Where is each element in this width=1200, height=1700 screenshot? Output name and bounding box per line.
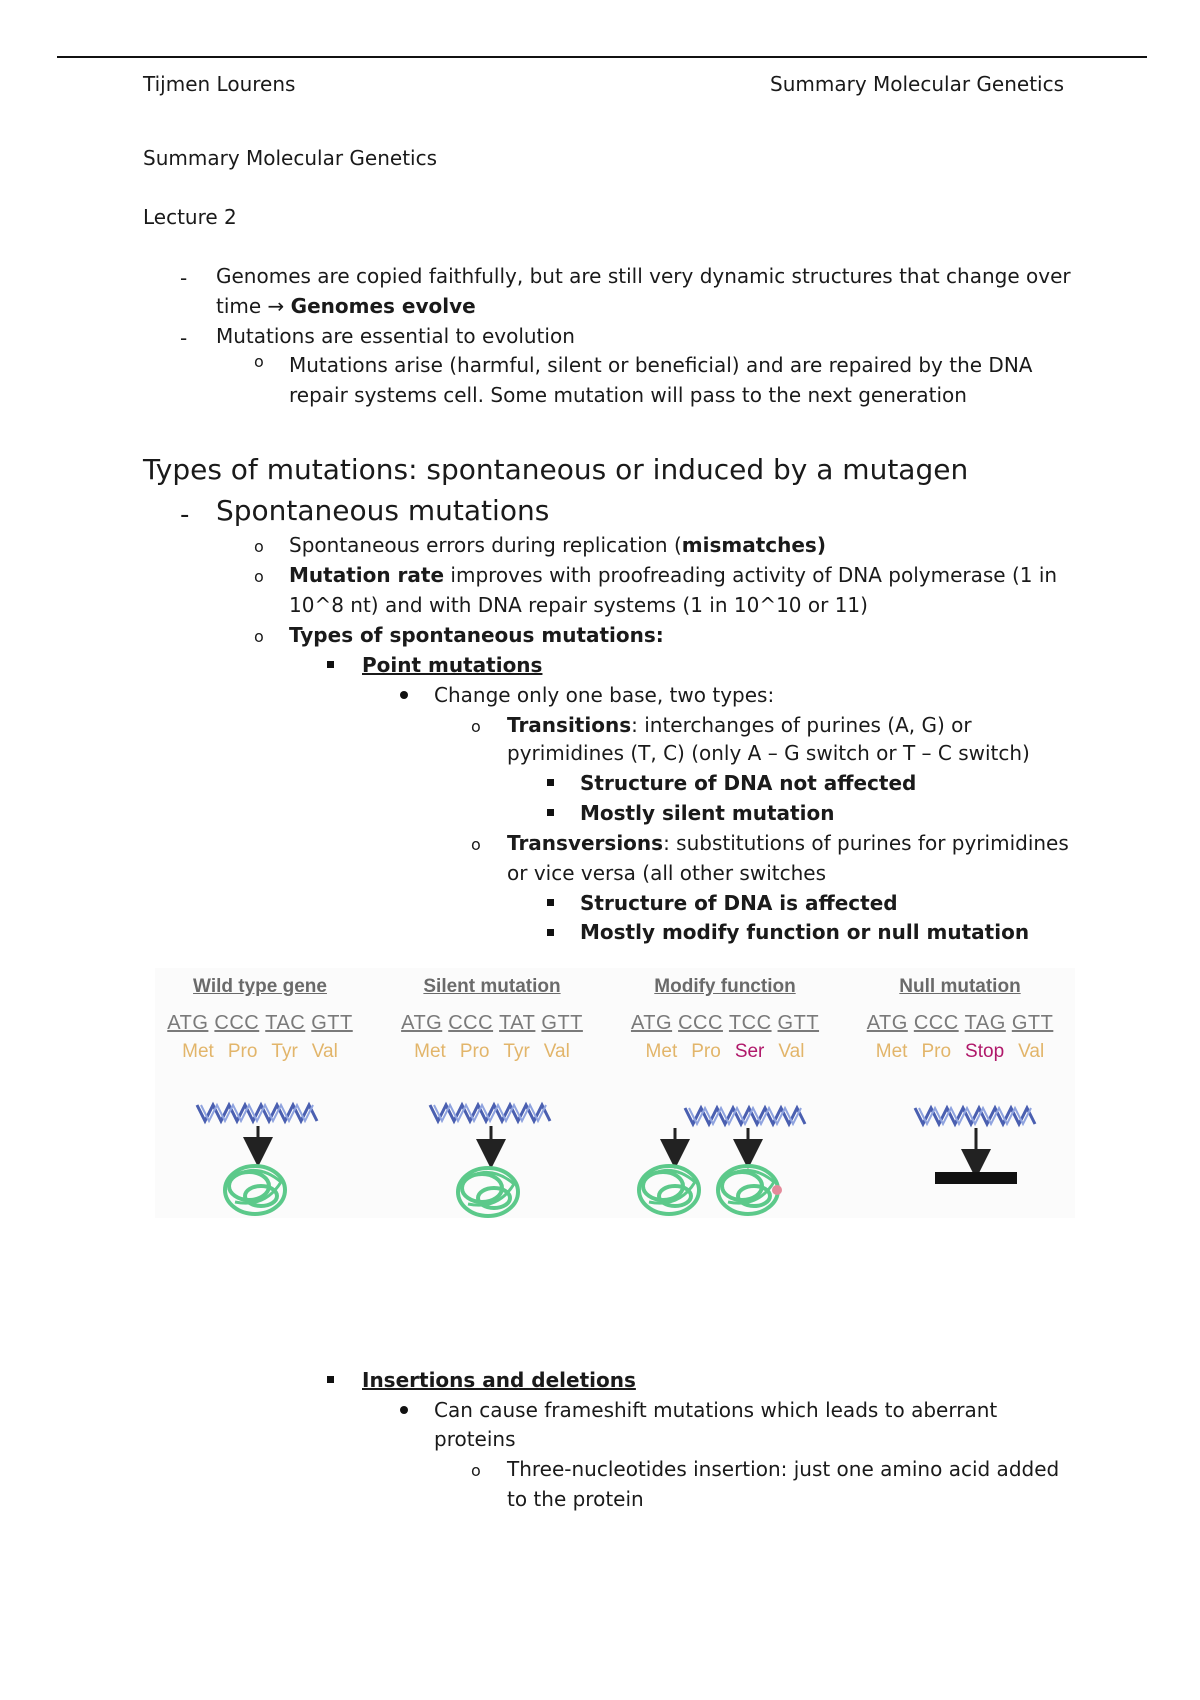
intro-b2-sub-line2: repair systems cell. Some mutation will pass to the next generation [289,383,967,407]
indel-heading: Insertions and deletions [362,1368,636,1392]
codon-row: ATG CCC TAG GTT [866,1012,1054,1034]
protein-icon [458,1168,518,1216]
dot-bullet [400,691,408,699]
transitions-line1: Transitions: interchanges of purines (A, G) or [507,713,972,737]
spont-item-3: Types of spontaneous mutations: [289,623,664,647]
intro-b2: Mutations are essential to evolution [216,324,575,348]
panel-title: Silent mutation [423,976,561,997]
figure-drawings [155,968,1075,1218]
spont-item-2-line1: Mutation rate improves with proofreading activity of DNA polymerase (1 in [289,563,1058,587]
amino-acid-row: Met Pro Stop Val [875,1041,1045,1062]
indel-sub-line2: to the protein [507,1487,644,1511]
mutation-figure [155,968,1075,1218]
circle-bullet: o [471,717,481,736]
intro-b1-line1: Genomes are copied faithfully, but are still very dynamic structures that change over [216,264,1071,288]
circle-bullet: o [254,567,264,586]
panel-title: Null mutation [899,976,1021,997]
codon-row: ATG CCC TCC GTT [630,1012,820,1034]
amino-acid-row: Met Pro Tyr Val [414,1041,570,1062]
indel-b1-line2: proteins [434,1427,516,1451]
amino-acid-row: Met Pro Tyr Val [182,1041,338,1062]
section-heading: Types of mutations: spontaneous or induced by a mutagen [143,453,969,486]
indel-sub-line1: Three-nucleotides insertion: just one amino acid added [507,1457,1060,1481]
header-rule [57,56,1147,58]
circle-bullet: o [471,835,481,854]
truncated-protein-icon [935,1172,1017,1184]
circle-bullet: o [471,1461,481,1480]
square-bullet [547,779,554,786]
header-author: Tijmen Lourens [143,72,296,96]
transitions-line2: pyrimidines (T, C) (only A – G switch or T – C switch) [507,741,1030,765]
codon-row: ATG CCC TAT GTT [401,1012,583,1034]
mutation-site-icon [772,1185,782,1195]
trans-sub-1: Structure of DNA not affected [580,771,917,795]
transversions-line1: Transversions: substitutions of purines for pyrimidines [507,831,1069,855]
protein-icon [225,1166,285,1214]
dash-bullet: - [180,266,188,290]
intro-b2-sub-line1: Mutations arise (harmful, silent or beneficial) and are repaired by the DNA [289,353,1033,377]
point-mutations-heading: Point mutations [362,653,543,677]
square-bullet [547,809,554,816]
tv-sub-2: Mostly modify function or null mutation [580,920,1030,944]
header-doc-title: Summary Molecular Genetics [770,72,1065,96]
protein-icon [639,1166,699,1214]
page-title: Summary Molecular Genetics [143,146,438,170]
dot-bullet [400,1406,408,1414]
intro-b1-line2: time → Genomes evolve [216,294,476,318]
tv-sub-1: Structure of DNA is affected [580,891,898,915]
square-bullet [547,929,554,936]
square-bullet [547,899,554,906]
protein-icon [718,1166,778,1214]
spont-item-1: Spontaneous errors during replication (mismatches) [289,533,826,557]
circle-bullet: o [254,537,264,556]
square-bullet [327,661,334,668]
dna-helix-icon [915,1108,1035,1124]
dna-helix-icon [197,1105,317,1121]
transversions-line2: or vice versa (all other switches [507,861,827,885]
trans-sub-2: Mostly silent mutation [580,801,835,825]
dash-bullet: - [180,326,188,350]
circle-bullet: o [254,627,264,646]
panel-title: Wild type gene [193,976,327,997]
codon-row: ATG CCC TAC GTT [167,1012,353,1034]
indel-b1-line1: Can cause frameshift mutations which leads to aberrant [434,1398,998,1422]
amino-acid-row: Met Pro Ser Val [645,1041,805,1062]
dna-helix-icon [430,1105,550,1121]
panel-title: Modify function [654,976,796,997]
circle-bullet: o [254,352,264,371]
square-bullet [327,1376,334,1383]
dash-bullet: - [180,500,190,530]
point-b1: Change only one base, two types: [434,683,775,707]
dna-helix-icon [685,1108,805,1124]
subsection-heading: Spontaneous mutations [216,494,550,527]
spont-item-2-line2: 10^8 nt) and with DNA repair systems (1 in 10^10 or 11) [289,593,868,617]
lecture-label: Lecture 2 [143,205,237,229]
